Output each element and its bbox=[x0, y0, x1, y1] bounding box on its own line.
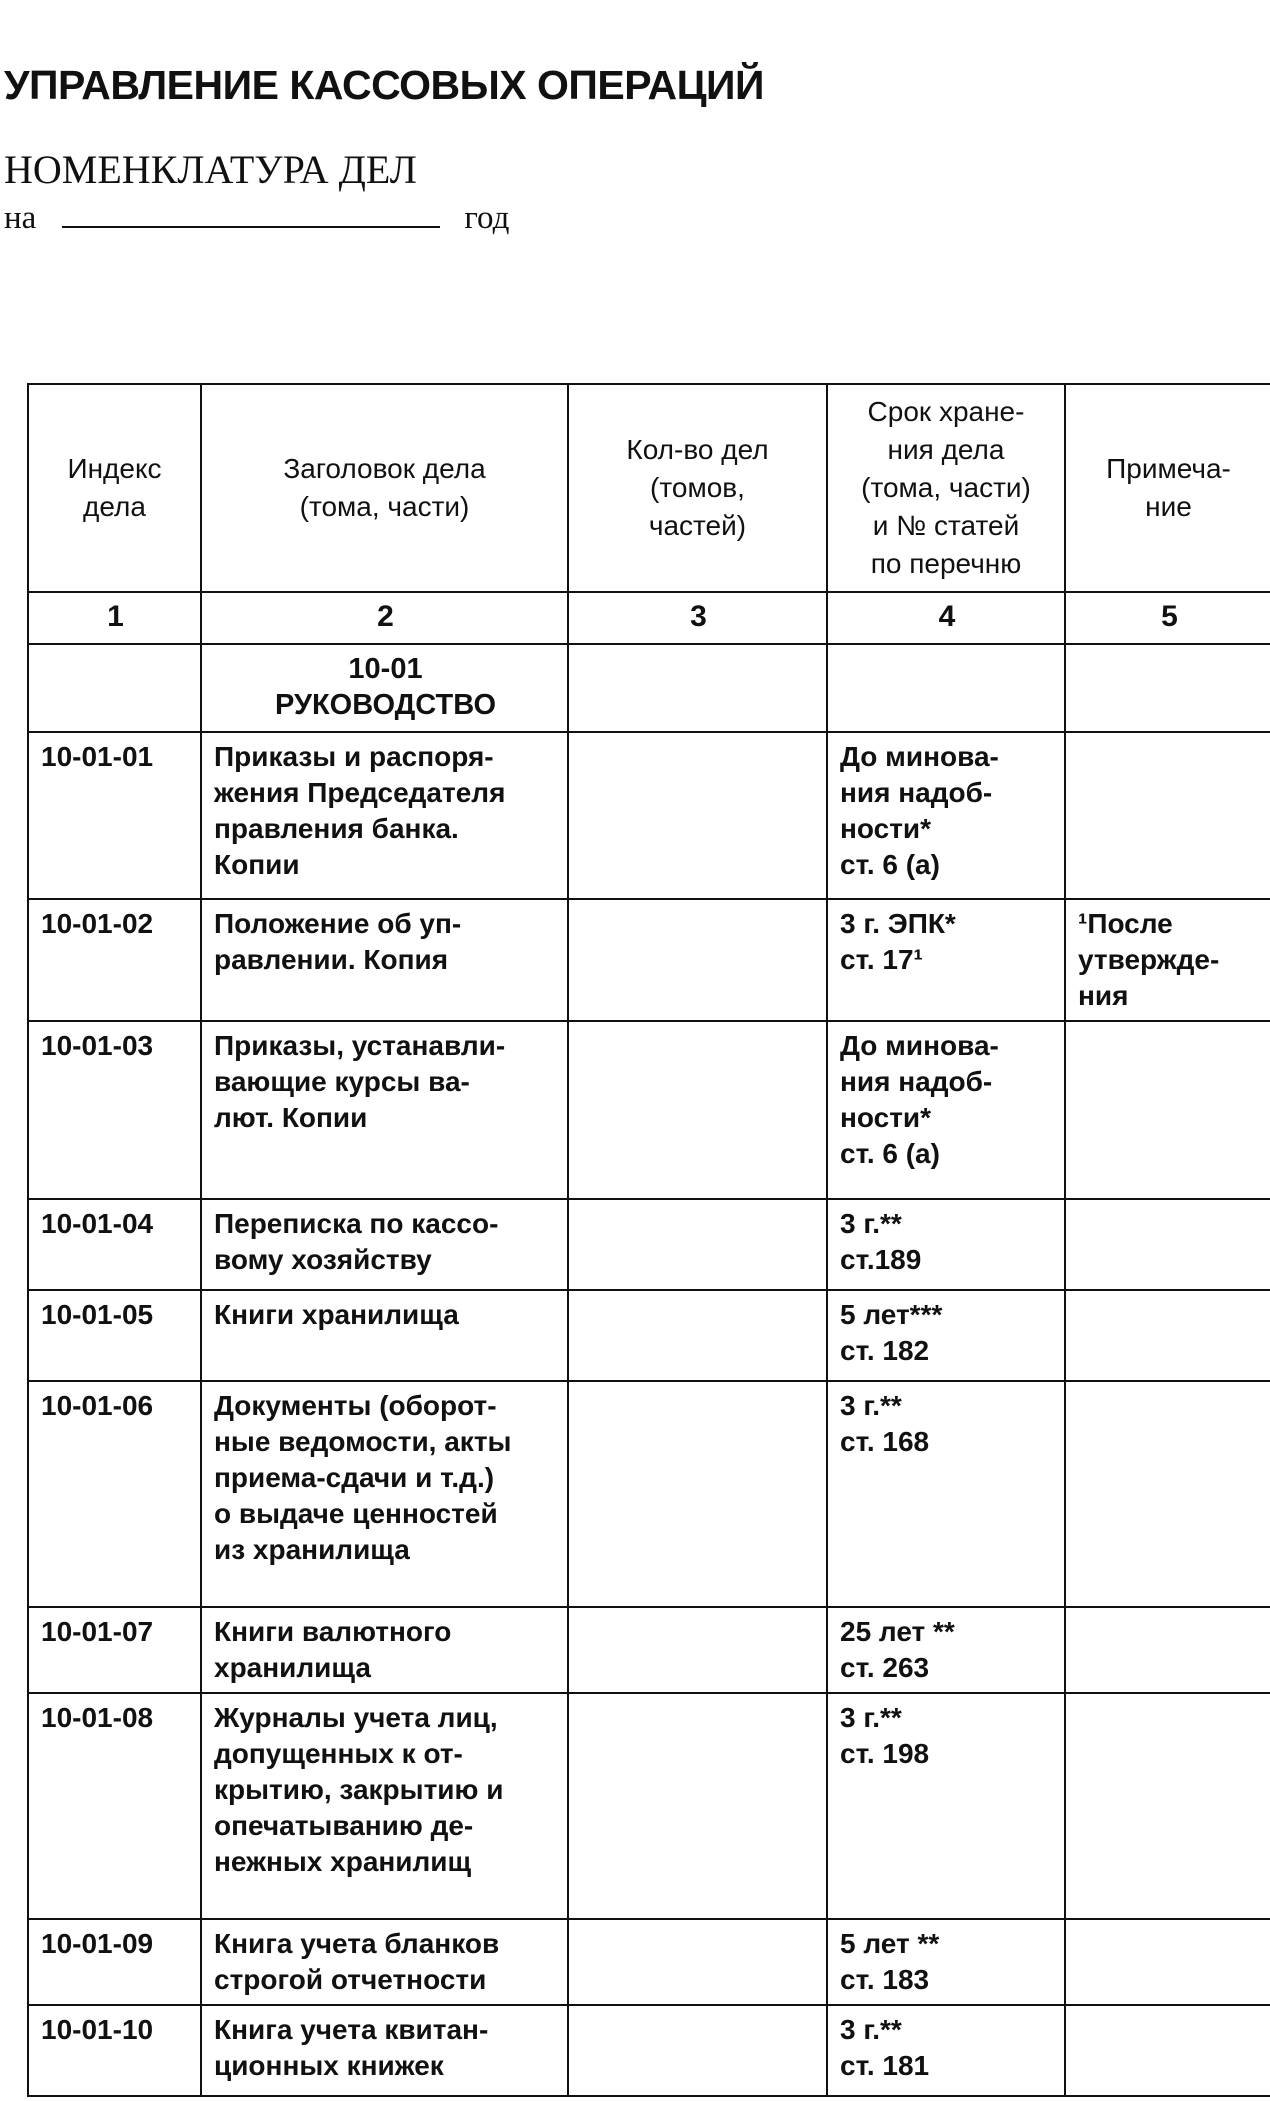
case-index-cell: 10-01-04 bbox=[28, 1199, 201, 1290]
case-index-cell: 10-01-10 bbox=[28, 2005, 201, 2096]
cell-line: строгой отчетности bbox=[214, 1964, 487, 1995]
cell-line: ния надоб- bbox=[840, 1066, 993, 1097]
section-row bbox=[28, 644, 1270, 732]
cell-line: Журналы учета лиц, bbox=[214, 1702, 498, 1733]
cell-line: Копии bbox=[214, 849, 300, 880]
cell-line: ст. 182 bbox=[840, 1335, 930, 1366]
cell-line: вому хозяйству bbox=[214, 1244, 432, 1275]
case-count-cell bbox=[568, 2005, 827, 2096]
cell-line: приема-сдачи и т.д.) bbox=[214, 1462, 495, 1493]
case-title-cell bbox=[201, 1381, 568, 1607]
cell-line: 5 лет ** bbox=[840, 1928, 940, 1959]
retention-term-cell bbox=[827, 1919, 1065, 2005]
cell-line: 3 г.** bbox=[840, 1208, 902, 1239]
case-count-cell bbox=[568, 1021, 827, 1199]
note-cell bbox=[1065, 1693, 1270, 1919]
table-row bbox=[28, 1919, 1270, 2005]
note-cell bbox=[1065, 1381, 1270, 1607]
cell-line: ности* bbox=[840, 813, 932, 844]
case-title-cell bbox=[201, 2005, 568, 2096]
table-row bbox=[28, 732, 1270, 899]
cell-line: о выдаче ценностей bbox=[214, 1498, 498, 1529]
column-header-note bbox=[1065, 384, 1270, 592]
cell-line: Книга учета квитан- bbox=[214, 2014, 489, 2045]
cell-line: равлении. Копия bbox=[214, 944, 449, 975]
cell-line: 3 г.** bbox=[840, 1390, 902, 1421]
table-row bbox=[28, 2005, 1270, 2096]
cell-line: ст. 263 bbox=[840, 1652, 930, 1683]
cell-line: лют. Копии bbox=[214, 1102, 368, 1133]
header-line: частей) bbox=[648, 510, 747, 541]
cell-line: ные ведомости, акты bbox=[214, 1426, 512, 1457]
cell-line: вающие курсы ва- bbox=[214, 1066, 470, 1097]
case-title-cell bbox=[201, 1021, 568, 1199]
cell-line: До минова- bbox=[840, 1030, 999, 1061]
year-line bbox=[4, 196, 509, 237]
case-title-cell bbox=[201, 899, 568, 1021]
cell-line: 5 лет*** bbox=[840, 1299, 943, 1330]
header-line: по перечню bbox=[870, 548, 1022, 579]
note-cell bbox=[1065, 1919, 1270, 2005]
case-title-cell bbox=[201, 1199, 568, 1290]
note-cell bbox=[1065, 1021, 1270, 1199]
case-count-cell bbox=[568, 732, 827, 899]
document-title: НОМЕНКЛАТУРА ДЕЛ bbox=[4, 147, 417, 192]
note-cell bbox=[1065, 2005, 1270, 2096]
column-header-count bbox=[568, 384, 827, 592]
cell-line: утвержде- bbox=[1078, 944, 1220, 975]
table-header-row bbox=[28, 384, 1270, 592]
table-row bbox=[28, 1693, 1270, 1919]
year-suffix: год bbox=[464, 200, 510, 236]
case-count-cell bbox=[568, 1693, 827, 1919]
cell-line: 3 г.** bbox=[840, 2014, 902, 2045]
header-line: и № статей bbox=[872, 510, 1020, 541]
cell-line: Положение об уп- bbox=[214, 908, 462, 939]
note-cell bbox=[1065, 1607, 1270, 1693]
cell-line: ционных книжек bbox=[214, 2050, 444, 2081]
table-row bbox=[28, 1607, 1270, 1693]
table-row bbox=[28, 1021, 1270, 1199]
case-index-cell: 10-01-08 bbox=[28, 1693, 201, 1919]
cell-line: ст. 6 (а) bbox=[840, 849, 940, 880]
case-index-cell: 10-01-07 bbox=[28, 1607, 201, 1693]
section-code: 10-01 bbox=[348, 653, 423, 685]
retention-term-cell bbox=[827, 732, 1065, 899]
case-index-cell: 10-01-06 bbox=[28, 1381, 201, 1607]
cell-line: ст. 181 bbox=[840, 2050, 930, 2081]
section-heading bbox=[201, 644, 568, 732]
cell-line: из хранилища bbox=[214, 1534, 410, 1565]
retention-term-cell bbox=[827, 1693, 1065, 1919]
case-title-cell bbox=[201, 732, 568, 899]
cell-line: ст.189 bbox=[840, 1244, 922, 1275]
note-cell bbox=[1065, 899, 1270, 1021]
case-index-cell: 10-01-02 bbox=[28, 899, 201, 1021]
column-number: 1 bbox=[28, 592, 201, 644]
cell-line: ния bbox=[1078, 980, 1129, 1011]
cell-line: 25 лет ** bbox=[840, 1616, 955, 1647]
column-header-index bbox=[28, 384, 201, 592]
retention-term-cell bbox=[827, 1199, 1065, 1290]
cell-line: Переписка по кассо- bbox=[214, 1208, 499, 1239]
cell-line: ности* bbox=[840, 1102, 932, 1133]
column-number: 5 bbox=[1065, 592, 1270, 644]
header-line: Примеча- bbox=[1106, 453, 1231, 484]
header-line: ние bbox=[1145, 491, 1192, 522]
organization-title: УПРАВЛЕНИЕ КАССОВЫХ ОПЕРАЦИЙ bbox=[4, 62, 764, 108]
cell-line: ст. 183 bbox=[840, 1964, 930, 1995]
cell-line: жения Председателя bbox=[214, 777, 506, 808]
case-title-cell bbox=[201, 1919, 568, 2005]
case-count-cell bbox=[568, 1290, 827, 1381]
retention-term-cell bbox=[827, 1381, 1065, 1607]
table-row bbox=[28, 1290, 1270, 1381]
cell-line: До минова- bbox=[840, 741, 999, 772]
column-number: 2 bbox=[201, 592, 568, 644]
case-title-cell bbox=[201, 1607, 568, 1693]
year-blank-field bbox=[62, 196, 440, 228]
table-row bbox=[28, 1381, 1270, 1607]
note-cell bbox=[1065, 732, 1270, 899]
column-number: 3 bbox=[568, 592, 827, 644]
retention-term-cell bbox=[827, 1607, 1065, 1693]
table-row bbox=[28, 1199, 1270, 1290]
retention-term-cell bbox=[827, 2005, 1065, 2096]
header-line: (томов, bbox=[650, 472, 745, 503]
table-row bbox=[28, 899, 1270, 1021]
column-number-row bbox=[28, 592, 1270, 644]
column-header-title bbox=[201, 384, 568, 592]
header-line: Срок хране- bbox=[867, 396, 1025, 427]
case-count-cell bbox=[568, 1607, 827, 1693]
retention-term-cell bbox=[827, 1021, 1065, 1199]
header-line: (тома, части) bbox=[861, 472, 1031, 503]
case-count-cell bbox=[568, 899, 827, 1021]
cell-line: правления банка. bbox=[214, 813, 459, 844]
cell-line: 3 г. ЭПК* bbox=[840, 908, 956, 939]
header-line: ния дела bbox=[887, 434, 1005, 465]
cell-line: крытию, закрытию и bbox=[214, 1774, 504, 1805]
case-index-cell: 10-01-01 bbox=[28, 732, 201, 899]
cell-line: опечатыванию де- bbox=[214, 1810, 474, 1841]
note-cell bbox=[1065, 1199, 1270, 1290]
cell-line: ст. 198 bbox=[840, 1738, 930, 1769]
header-line: Заголовок дела bbox=[283, 453, 486, 484]
cell-line: ст. 17¹ bbox=[840, 944, 923, 975]
cell-line: Документы (оборот- bbox=[214, 1390, 497, 1421]
case-index-cell: 10-01-09 bbox=[28, 1919, 201, 2005]
cell-line: Книги хранилища bbox=[214, 1299, 459, 1330]
header-line: дела bbox=[83, 491, 146, 522]
cell-line: хранилища bbox=[214, 1652, 371, 1683]
section-title: РУКОВОДСТВО bbox=[274, 689, 497, 721]
nomenclature-table bbox=[27, 383, 1270, 2097]
cell-line: Книги валютного bbox=[214, 1616, 452, 1647]
case-count-cell bbox=[568, 1199, 827, 1290]
case-index-cell: 10-01-03 bbox=[28, 1021, 201, 1199]
case-count-cell bbox=[568, 1381, 827, 1607]
case-title-cell bbox=[201, 1290, 568, 1381]
year-prefix: на bbox=[4, 200, 37, 236]
cell-line: ст. 6 (а) bbox=[840, 1138, 940, 1169]
cell-line: ния надоб- bbox=[840, 777, 993, 808]
note-cell bbox=[1065, 1290, 1270, 1381]
header-line: (тома, части) bbox=[299, 491, 470, 522]
header-line: Индекс bbox=[67, 453, 162, 484]
cell-line: ст. 168 bbox=[840, 1426, 930, 1457]
case-count-cell bbox=[568, 1919, 827, 2005]
case-index-cell: 10-01-05 bbox=[28, 1290, 201, 1381]
cell-line: Приказы, устанавли- bbox=[214, 1030, 506, 1061]
cell-line: Приказы и распоря- bbox=[214, 741, 494, 772]
column-header-term bbox=[827, 384, 1065, 592]
column-number: 4 bbox=[827, 592, 1065, 644]
case-title-cell bbox=[201, 1693, 568, 1919]
cell-line: допущенных к от- bbox=[214, 1738, 463, 1769]
retention-term-cell bbox=[827, 899, 1065, 1021]
cell-line: Книга учета бланков bbox=[214, 1928, 500, 1959]
header-line: Кол-во дел bbox=[626, 434, 769, 465]
cell-line: 3 г.** bbox=[840, 1702, 902, 1733]
cell-line: нежных хранилищ bbox=[214, 1846, 472, 1877]
retention-term-cell bbox=[827, 1290, 1065, 1381]
cell-line: ¹После bbox=[1078, 908, 1173, 939]
